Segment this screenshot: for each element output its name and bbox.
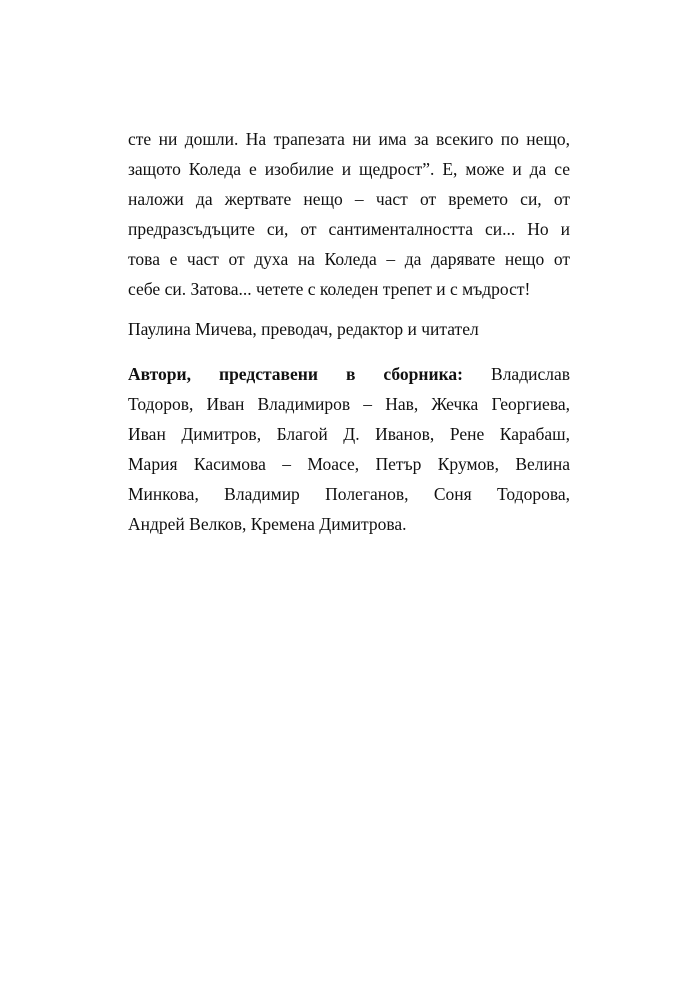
paragraph-line: сте ни дошли. На трапезата ни има за всекиго по нещо, [128,129,570,149]
authors-line: Минкова, Владимир Полеганов, Соня Тодорова, [128,484,570,504]
authors-heading-line [128,359,570,389]
author-name: Владислав [491,364,571,384]
signature-block [128,314,570,344]
paragraph-line: себе си. Затова... четете с коледен трепет и с мъдрост! [128,279,531,299]
paragraph-line: защото Коледа е изобилие и щедрост”. Е, може и да се [128,159,570,179]
paragraph-line: предразсъдъците си, от сантименталността си... Но и [128,219,570,239]
authors-heading: Автори, представени в сборника: [128,364,463,384]
authors-paragraph [128,359,570,539]
authors-line: Иван Димитров, Благой Д. Иванов, Рене Карабаш, [128,424,570,444]
authors-line: Мария Касимова – Моасе, Петър Крумов, Велина [128,454,570,474]
intro-paragraph [128,124,570,304]
signature-line: Паулина Мичева, преводач, редактор и читател [128,319,479,339]
paragraph-line: наложи да жертвате нещо – част от времето си, от [128,189,570,209]
authors-line: Андрей Велков, Кремена Димитрова. [128,514,407,534]
paragraph-line: това е част от духа на Коледа – да дарявате нещо от [128,249,570,269]
authors-line: Тодоров, Иван Владимиров – Нав, Жечка Георгиева, [128,394,570,414]
